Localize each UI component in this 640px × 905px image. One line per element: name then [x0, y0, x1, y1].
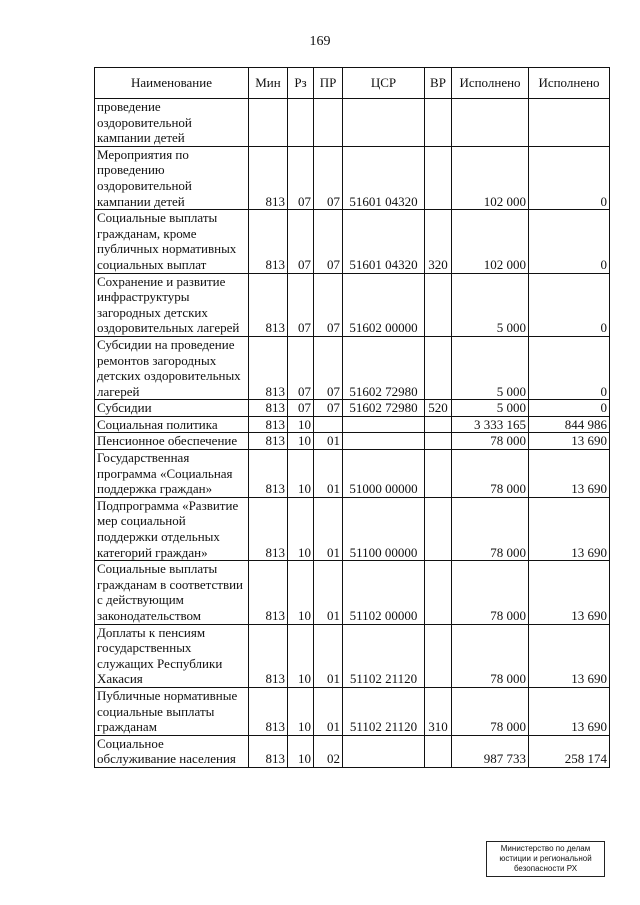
- row-pr: 01: [314, 433, 343, 450]
- row-rz: 10: [288, 561, 314, 624]
- row-vr: 320: [425, 210, 452, 273]
- row-name: Субсидии на проведение ремонтов загородных детских оздоровительных лагерей: [95, 336, 249, 399]
- row-rz: 07: [288, 336, 314, 399]
- row-min: 813: [249, 497, 288, 560]
- row-rz: 10: [288, 735, 314, 767]
- row-rz: 07: [288, 273, 314, 336]
- row-csr: 51102 21120: [343, 687, 425, 735]
- row-ispolneno-2: 258 174: [529, 735, 610, 767]
- table-row: [95, 273, 610, 336]
- row-min: 813: [249, 450, 288, 498]
- table-row: [95, 433, 610, 450]
- row-ispolneno-2: 844 986: [529, 416, 610, 433]
- row-name: Мероприятия по проведению оздоровительной кампании детей: [95, 146, 249, 209]
- row-pr: 07: [314, 210, 343, 273]
- row-csr: 51100 00000: [343, 497, 425, 560]
- row-name: Подпрограмма «Развитие мер социальной поддержки отдельных категорий граждан»: [95, 497, 249, 560]
- row-min: 813: [249, 561, 288, 624]
- header-ispolneno-2: Исполнено: [529, 68, 610, 99]
- table-row: [95, 687, 610, 735]
- row-min: 813: [249, 336, 288, 399]
- row-name: Субсидии: [95, 400, 249, 417]
- row-pr: 01: [314, 687, 343, 735]
- table-row: [95, 416, 610, 433]
- row-vr: [425, 735, 452, 767]
- row-rz: 10: [288, 416, 314, 433]
- header-pr: ПР: [314, 68, 343, 99]
- row-vr: [425, 416, 452, 433]
- row-ispolneno-1: 5 000: [452, 336, 529, 399]
- row-ispolneno-1: 987 733: [452, 735, 529, 767]
- row-min: 813: [249, 433, 288, 450]
- row-min: 813: [249, 273, 288, 336]
- row-vr: [425, 99, 452, 147]
- row-vr: [425, 450, 452, 498]
- row-rz: 07: [288, 210, 314, 273]
- row-csr: 51602 72980: [343, 400, 425, 417]
- row-ispolneno-1: 102 000: [452, 210, 529, 273]
- row-csr: 51601 04320: [343, 146, 425, 209]
- row-vr: [425, 561, 452, 624]
- row-ispolneno-2: 13 690: [529, 561, 610, 624]
- row-min: 813: [249, 210, 288, 273]
- row-name: Социальные выплаты гражданам в соответствии с действующим законодательством: [95, 561, 249, 624]
- row-ispolneno-1: 5 000: [452, 273, 529, 336]
- row-ispolneno-2: 0: [529, 146, 610, 209]
- row-ispolneno-2: 13 690: [529, 687, 610, 735]
- row-vr: 310: [425, 687, 452, 735]
- row-csr: 51601 04320: [343, 210, 425, 273]
- table-row: [95, 561, 610, 624]
- row-rz: 07: [288, 400, 314, 417]
- row-ispolneno-2: 0: [529, 336, 610, 399]
- row-ispolneno-1: 78 000: [452, 433, 529, 450]
- row-ispolneno-2: 0: [529, 400, 610, 417]
- row-vr: 520: [425, 400, 452, 417]
- row-ispolneno-2: [529, 99, 610, 147]
- row-pr: 07: [314, 273, 343, 336]
- stamp-line: юстиции и региональной: [499, 854, 592, 863]
- row-pr: 02: [314, 735, 343, 767]
- row-pr: 01: [314, 450, 343, 498]
- row-csr: 51602 00000: [343, 273, 425, 336]
- row-rz: 10: [288, 433, 314, 450]
- row-name: Доплаты к пенсиям государственных служащих Республики Хакасия: [95, 624, 249, 687]
- table-row: [95, 400, 610, 417]
- row-rz: [288, 99, 314, 147]
- row-ispolneno-1: 78 000: [452, 450, 529, 498]
- row-pr: [314, 416, 343, 433]
- row-ispolneno-2: 13 690: [529, 450, 610, 498]
- header-ispolneno-1: Исполнено: [452, 68, 529, 99]
- row-pr: 01: [314, 624, 343, 687]
- budget-table: [94, 67, 610, 768]
- table-row: [95, 735, 610, 767]
- row-min: 813: [249, 416, 288, 433]
- row-name: Публичные нормативные социальные выплаты гражданам: [95, 687, 249, 735]
- row-ispolneno-1: 3 333 165: [452, 416, 529, 433]
- row-ispolneno-1: 78 000: [452, 561, 529, 624]
- row-csr: [343, 433, 425, 450]
- row-rz: 10: [288, 687, 314, 735]
- row-min: [249, 99, 288, 147]
- row-name: Пенсионное обеспечение: [95, 433, 249, 450]
- row-csr: [343, 416, 425, 433]
- row-ispolneno-1: 5 000: [452, 400, 529, 417]
- stamp-line: Министерство по делам: [500, 844, 591, 853]
- row-min: 813: [249, 624, 288, 687]
- row-pr: 01: [314, 497, 343, 560]
- table-row: [95, 450, 610, 498]
- row-ispolneno-1: 78 000: [452, 687, 529, 735]
- table-row: [95, 146, 610, 209]
- row-name: Социальные выплаты гражданам, кроме публичных нормативных социальных выплат: [95, 210, 249, 273]
- row-csr: 51102 21120: [343, 624, 425, 687]
- row-pr: 01: [314, 561, 343, 624]
- row-ispolneno-2: 13 690: [529, 624, 610, 687]
- row-vr: [425, 273, 452, 336]
- row-min: 813: [249, 400, 288, 417]
- page-number: 169: [309, 34, 331, 49]
- row-ispolneno-2: 13 690: [529, 433, 610, 450]
- row-vr: [425, 146, 452, 209]
- row-vr: [425, 433, 452, 450]
- table-header-row: [95, 68, 610, 99]
- row-rz: 10: [288, 450, 314, 498]
- header-min: Мин: [249, 68, 288, 99]
- row-rz: 07: [288, 146, 314, 209]
- row-csr: 51602 72980: [343, 336, 425, 399]
- row-vr: [425, 336, 452, 399]
- header-name: Наименование: [95, 68, 249, 99]
- row-ispolneno-1: [452, 99, 529, 147]
- row-csr: 51000 00000: [343, 450, 425, 498]
- ministry-stamp: [486, 841, 605, 877]
- table-row: [95, 210, 610, 273]
- row-rz: 10: [288, 497, 314, 560]
- row-ispolneno-2: 0: [529, 273, 610, 336]
- row-pr: 07: [314, 400, 343, 417]
- row-csr: [343, 99, 425, 147]
- row-ispolneno-1: 102 000: [452, 146, 529, 209]
- row-vr: [425, 497, 452, 560]
- table-row: [95, 497, 610, 560]
- row-min: 813: [249, 687, 288, 735]
- row-ispolneno-1: 78 000: [452, 624, 529, 687]
- row-name: Государственная программа «Социальная поддержка граждан»: [95, 450, 249, 498]
- row-ispolneno-1: 78 000: [452, 497, 529, 560]
- row-pr: 07: [314, 336, 343, 399]
- header-csr: ЦСР: [343, 68, 425, 99]
- row-csr: 51102 00000: [343, 561, 425, 624]
- row-name: Сохранение и развитие инфраструктуры загородных детских оздоровительных лагерей: [95, 273, 249, 336]
- row-ispolneno-2: 13 690: [529, 497, 610, 560]
- row-rz: 10: [288, 624, 314, 687]
- table-row: [95, 336, 610, 399]
- header-vr: ВР: [425, 68, 452, 99]
- row-name: Социальное обслуживание населения: [95, 735, 249, 767]
- table-row: [95, 624, 610, 687]
- header-rz: Рз: [288, 68, 314, 99]
- row-name: проведение оздоровительной кампании детей: [95, 99, 249, 147]
- stamp-line: безопасности РХ: [513, 864, 578, 873]
- row-ispolneno-2: 0: [529, 210, 610, 273]
- row-min: 813: [249, 146, 288, 209]
- row-pr: [314, 99, 343, 147]
- row-min: 813: [249, 735, 288, 767]
- table-row: [95, 99, 610, 147]
- row-name: Социальная политика: [95, 416, 249, 433]
- row-csr: [343, 735, 425, 767]
- row-vr: [425, 624, 452, 687]
- row-pr: 07: [314, 146, 343, 209]
